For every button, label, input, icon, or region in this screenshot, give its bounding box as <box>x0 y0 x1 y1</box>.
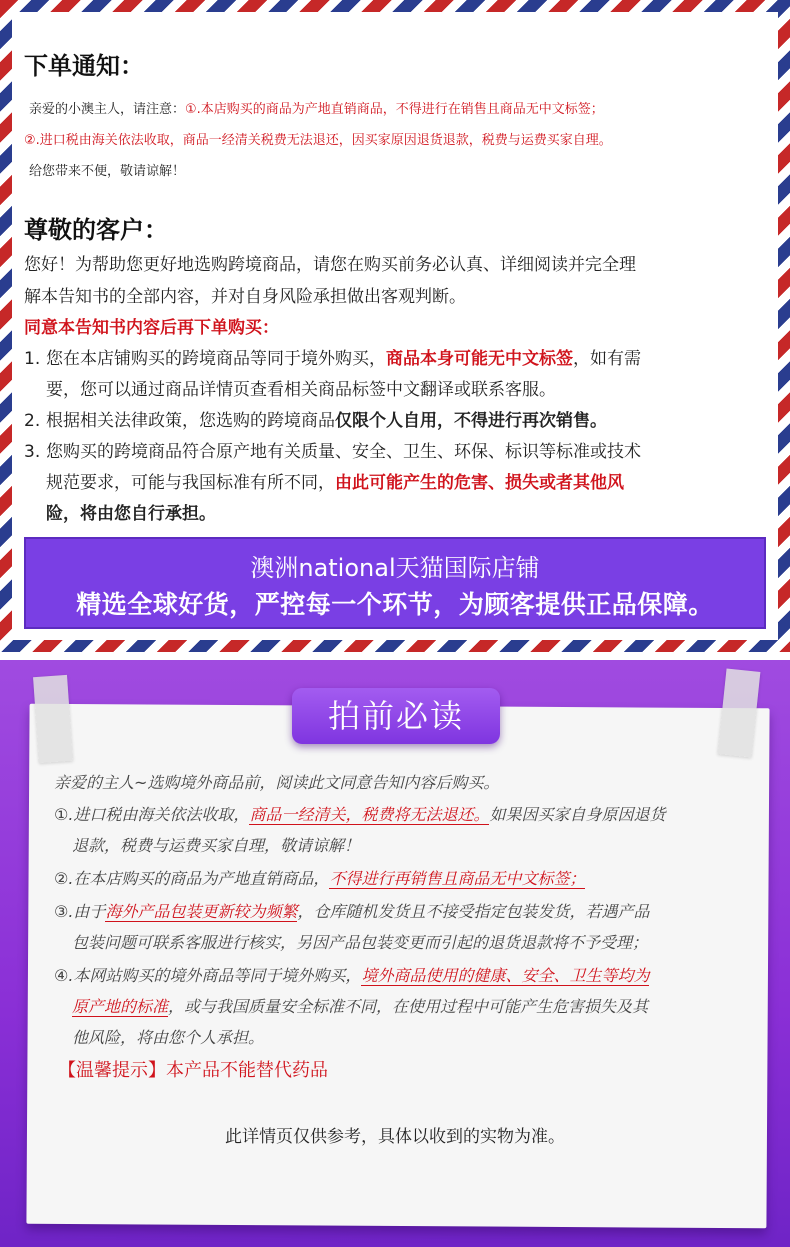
read-item-3-cont: 包装问题可联系客服进行核实，另因产品包装变更而引起的退货退款将不予受理； <box>72 933 649 952</box>
terms-item-1: 1. 您在本店铺购买的跨境商品等同于境外购买，商品本身可能无中文标签，如有需 <box>24 349 641 369</box>
read-item-4-cont: 原产地的标准，或与我国质量安全标准不同，在使用过程中可能产生危害损失及其 <box>72 997 649 1016</box>
must-read-heading: 拍前必读 <box>292 688 500 744</box>
notice-panel <box>12 12 778 640</box>
customer-para-line-1: 您好！为帮助您更好地选购跨境商品，请您在购买前务必认真、详细阅读并完全理 <box>24 255 636 275</box>
order-notice-title: 下单通知： <box>24 52 144 80</box>
terms-item-3-cont-2: 险，将由您自行承担。 <box>46 504 216 524</box>
must-read-section <box>0 660 790 1247</box>
read-intro: 亲爱的主人~选购境外商品前，阅读此文同意告知内容后购买。 <box>54 773 500 792</box>
warm-tip: 【温馨提示】本产品不能替代药品 <box>58 1060 328 1081</box>
notice-line-1: 亲爱的小澳主人，请注意：①.本店购买的商品为产地直销商品，不得进行在销售且商品无中文标签； <box>29 102 604 117</box>
agree-heading: 同意本告知书内容后再下单购买： <box>24 318 279 338</box>
read-item-4: ④.本网站购买的境外商品等同于境外购买，境外商品使用的健康、安全、卫生等均为 <box>54 966 650 985</box>
read-item-2: ②.在本店购买的商品为产地直销商品，不得进行再销售且商品无中文标签； <box>54 869 586 888</box>
disclaimer-footer: 此详情页仅供参考，具体以收到的实物为准。 <box>225 1127 565 1147</box>
read-item-4-cont-2: 他风险，将由您个人承担。 <box>72 1028 265 1047</box>
notice-line-3: 给您带来不便，敬请谅解！ <box>29 164 186 179</box>
terms-item-2: 2. 根据相关法律政策，您选购的跨境商品仅限个人自用，不得进行再次销售。 <box>24 411 607 431</box>
store-banner <box>24 537 766 629</box>
terms-item-1-cont: 要，您可以通过商品详情页查看相关商品标签中文翻译或联系客服。 <box>46 380 556 400</box>
customer-para-line-2: 解本告知书的全部内容，并对自身风险承担做出客观判断。 <box>24 287 466 307</box>
terms-item-3-cont: 规范要求，可能与我国标准有所不同，由此可能产生的危害、损失或者其他风 <box>46 473 624 493</box>
terms-item-3: 3. 您购买的跨境商品符合原产地有关质量、安全、卫生、环保、标识等标准或技术 <box>24 442 641 462</box>
notice-line-2: ②.进口税由海关依法收取，商品一经清关税费无法退还，因买家原因退货退款，税费与运费买家自理。 <box>24 133 612 148</box>
customer-title: 尊敬的客户： <box>24 216 168 244</box>
read-item-1-cont: 退款，税费与运费买家自理，敬请谅解！ <box>72 836 361 855</box>
tape-left <box>33 675 73 763</box>
store-slogan: 精选全球好货，严控每一个环节，为顾客提供正品保障。 <box>76 590 714 619</box>
read-item-3: ③.由于海外产品包装更新较为频繁，仓库随机发货且不接受指定包装发货，若遇产品 <box>54 902 650 921</box>
read-item-1: ①.进口税由海关依法收取，商品一经清关，税费将无法退还。如果因买家自身原因退货 <box>54 805 666 824</box>
store-name: 澳洲national天猫国际店铺 <box>250 554 540 582</box>
